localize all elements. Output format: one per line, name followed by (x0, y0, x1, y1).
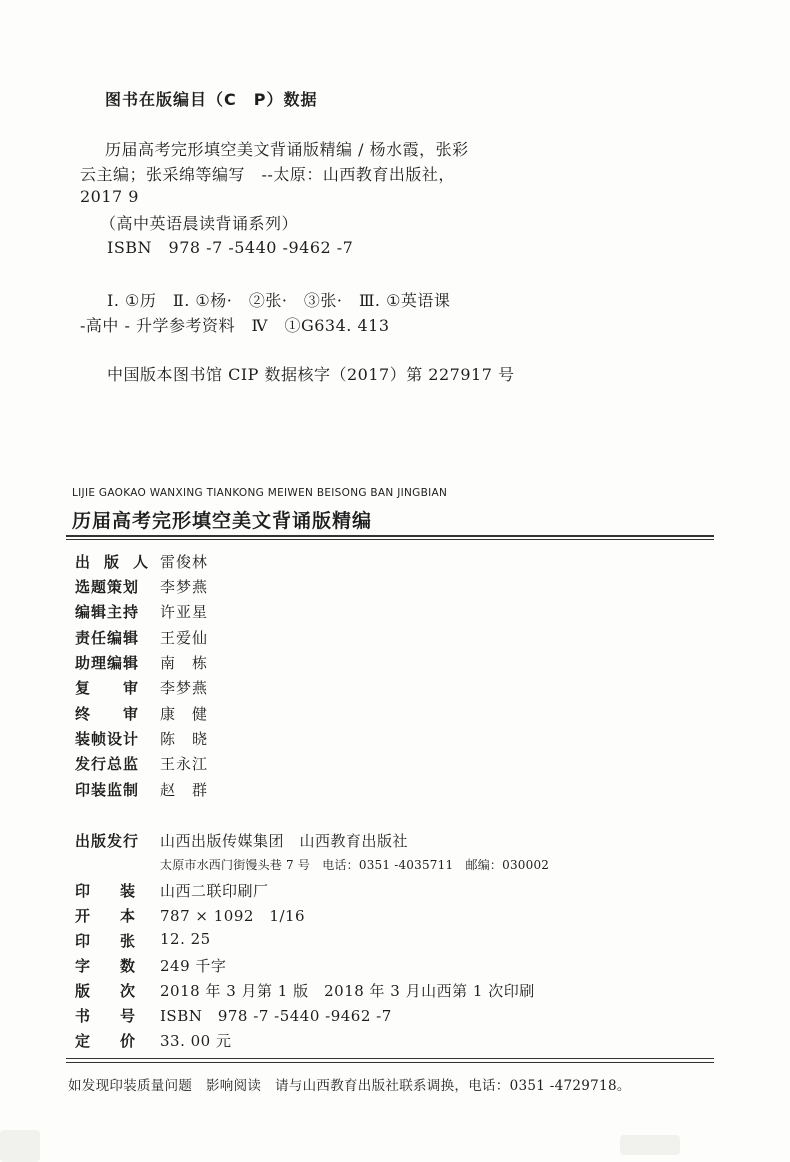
credit-label: 装帧设计 (75, 730, 140, 748)
info-label: 版次 (75, 982, 166, 1000)
info-value: ISBN 978 -7 -5440 -9462 -7 (160, 1007, 392, 1025)
cip-line: （高中英语晨读背诵系列） (100, 214, 299, 233)
info-label: 定价 (75, 1032, 166, 1050)
cip-line: 云主编；张采绵等编写 --太原：山西教育出版社， (80, 165, 455, 184)
publisher-label: 出版发行 (75, 832, 140, 850)
credit-label: 印装监制 (75, 781, 140, 799)
credit-value: 康 健 (160, 705, 209, 723)
divider (66, 539, 714, 540)
credit-value: 雷俊林 (160, 553, 209, 571)
credit-value: 王永江 (160, 755, 209, 773)
credit-label: 编辑主持 (75, 603, 140, 621)
credit-value: 王爱仙 (160, 629, 209, 647)
info-label: 印张 (75, 932, 166, 950)
cip-record-number: 中国版本图书馆 CIP 数据核字（2017）第 227917 号 (107, 365, 515, 384)
cip-isbn: ISBN 978 -7 -5440 -9462 -7 (107, 238, 354, 257)
credit-label: 发行总监 (75, 755, 140, 773)
cip-classification: Ⅰ. ①历 Ⅱ. ①杨· ②张· ③张· Ⅲ. ①英语课 (107, 291, 451, 310)
cip-line: 2017 9 (80, 187, 139, 206)
credit-value: 李梦燕 (160, 679, 209, 697)
publisher-address: 太原市水西门街馒头巷 7 号 电话：0351 -4035711 邮编：030002 (160, 858, 550, 872)
credit-label: 选题策划 (75, 578, 140, 596)
info-value: 33. 00 元 (160, 1032, 232, 1050)
info-value: 249 千字 (160, 957, 227, 975)
credit-label: 助理编辑 (75, 654, 140, 672)
info-label: 书号 (75, 1007, 166, 1025)
credit-label: 复审 (75, 679, 172, 697)
credit-value: 南 栋 (160, 654, 209, 672)
credit-label: 出版人 (75, 553, 163, 571)
book-pinyin-title: LIJIE GAOKAO WANXING TIANKONG MEIWEN BEISONG BAN JINGBIAN (72, 487, 448, 499)
info-label: 字数 (75, 957, 166, 975)
credit-value: 李梦燕 (160, 578, 209, 596)
quality-notice: 如发现印装质量问题 影响阅读 请与山西教育出版社联系调换，电话：0351 -4729718。 (68, 1078, 631, 1094)
cip-classification: -高中 - 升学参考资料 Ⅳ ①G634. 413 (80, 316, 390, 335)
book-title: 历届高考完形填空美文背诵版精编 (72, 510, 373, 532)
cip-line: 历届高考完形填空美文背诵版精编 / 杨水霞，张彩 (105, 140, 469, 159)
info-value: 787 × 1092 1/16 (160, 907, 306, 925)
credit-label: 终审 (75, 705, 172, 723)
info-label: 开本 (75, 907, 166, 925)
info-value: 12. 25 (160, 930, 211, 948)
credit-label: 责任编辑 (75, 629, 140, 647)
credit-value: 陈 晓 (160, 730, 209, 748)
credit-value: 赵 群 (160, 781, 209, 799)
info-value: 山西二联印刷厂 (160, 882, 269, 900)
scan-smudge (0, 1130, 40, 1162)
cip-heading: 图书在版编目（C P）数据 (105, 90, 318, 109)
info-value: 2018 年 3 月第 1 版 2018 年 3 月山西第 1 次印刷 (160, 982, 535, 1000)
divider (66, 535, 714, 537)
divider (66, 1062, 714, 1063)
info-label: 印装 (75, 882, 166, 900)
scan-smudge (620, 1135, 680, 1155)
credit-value: 许亚星 (160, 603, 209, 621)
publisher-value: 山西出版传媒集团 山西教育出版社 (160, 832, 409, 850)
divider (66, 1058, 714, 1059)
